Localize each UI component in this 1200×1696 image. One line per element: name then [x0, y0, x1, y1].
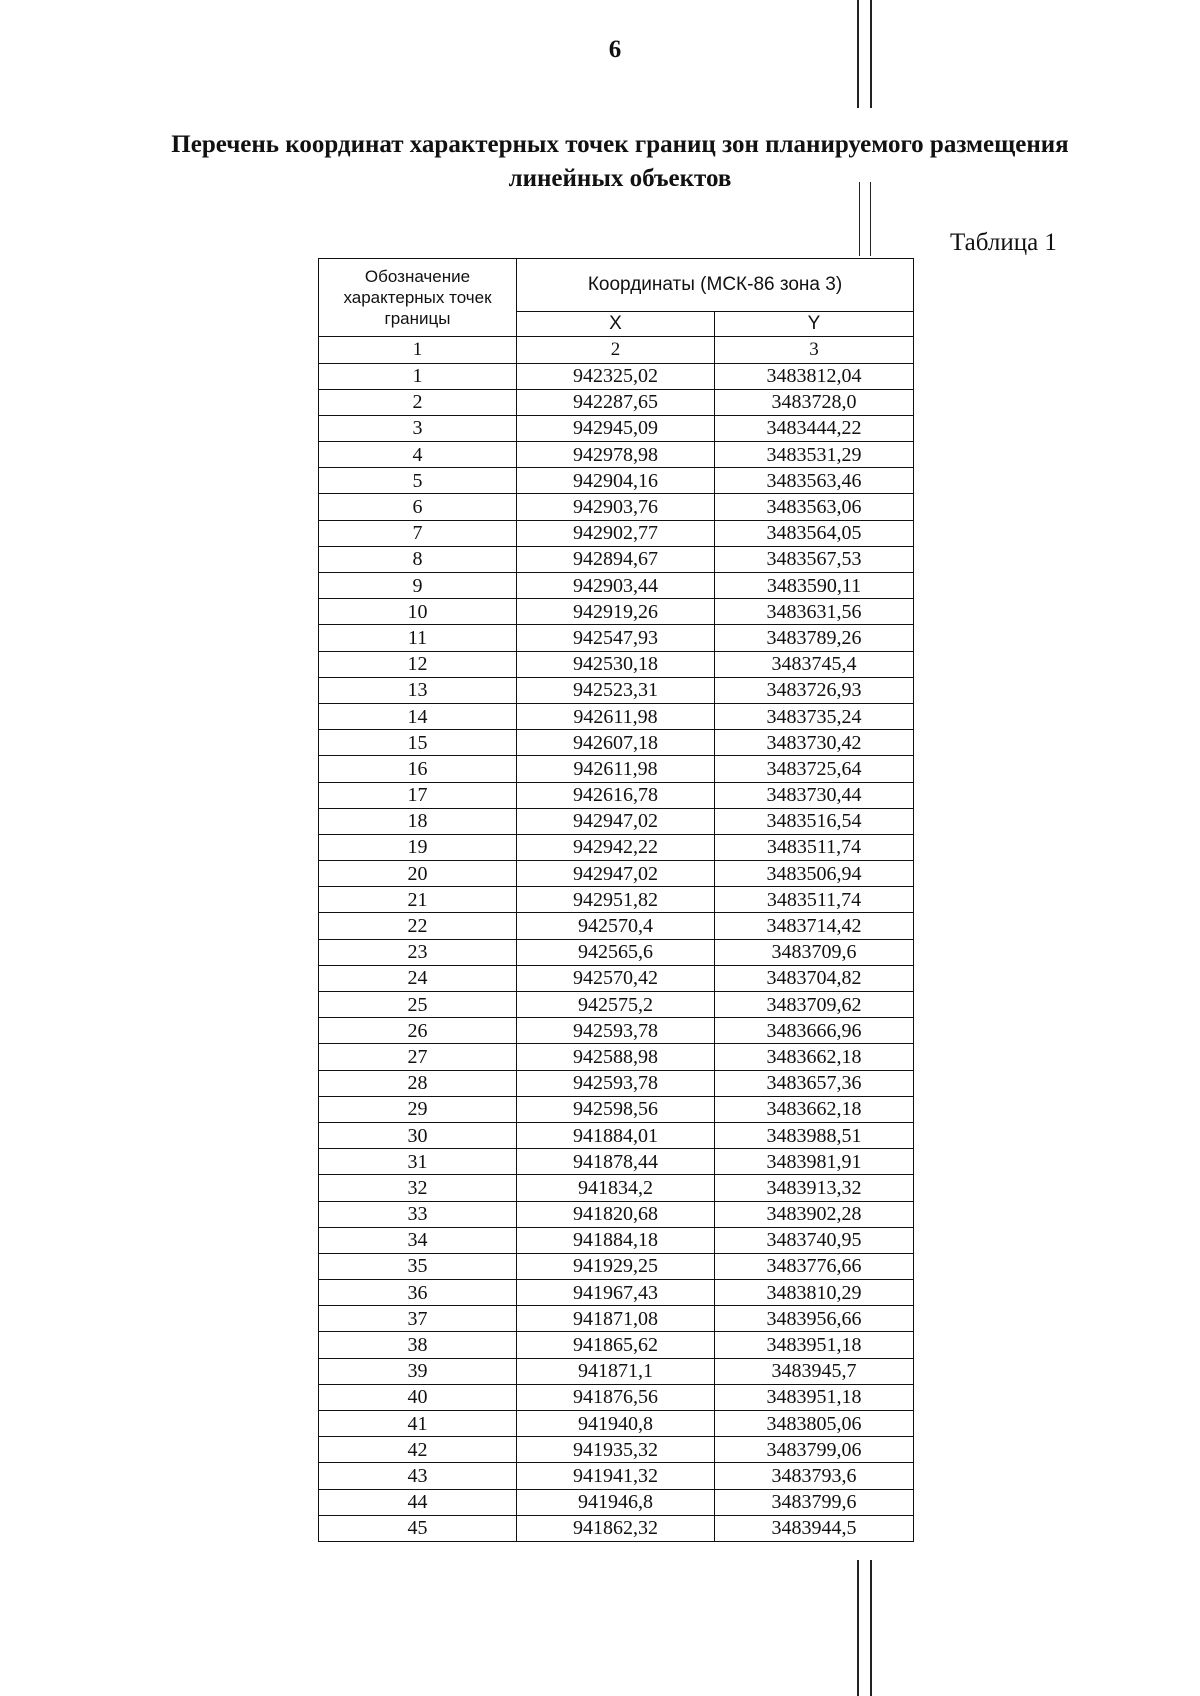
- table-row: [319, 1306, 914, 1332]
- point-number-cell: 9: [319, 573, 517, 599]
- table-row: [319, 1044, 914, 1070]
- point-number-cell: 13: [319, 677, 517, 703]
- column-number-2: 2: [517, 337, 715, 364]
- y-coordinate-cell: 3483531,29: [715, 442, 914, 468]
- table-row: [319, 1096, 914, 1122]
- point-number-cell: 7: [319, 520, 517, 546]
- table-row: [319, 677, 914, 703]
- y-coordinate-cell: 3483799,06: [715, 1437, 914, 1463]
- point-number-cell: 42: [319, 1437, 517, 1463]
- x-coordinate-cell: 941941,32: [517, 1463, 715, 1489]
- x-coordinate-cell: 942607,18: [517, 730, 715, 756]
- point-number-cell: 16: [319, 756, 517, 782]
- header-designation: Обозначение характерных точек границы: [319, 259, 517, 337]
- point-number-cell: 15: [319, 730, 517, 756]
- x-coordinate-cell: 942565,6: [517, 939, 715, 965]
- table-row: [319, 389, 914, 415]
- table-row: [319, 573, 914, 599]
- x-coordinate-cell: 942947,02: [517, 861, 715, 887]
- y-coordinate-cell: 3483662,18: [715, 1044, 914, 1070]
- y-coordinate-cell: 3483631,56: [715, 599, 914, 625]
- point-number-cell: 22: [319, 913, 517, 939]
- y-coordinate-cell: 3483902,28: [715, 1201, 914, 1227]
- x-coordinate-cell: 941820,68: [517, 1201, 715, 1227]
- x-coordinate-cell: 942978,98: [517, 442, 715, 468]
- x-coordinate-cell: 941946,8: [517, 1489, 715, 1515]
- y-coordinate-cell: 3483444,22: [715, 415, 914, 441]
- table-row: [319, 599, 914, 625]
- y-coordinate-cell: 3483567,53: [715, 546, 914, 572]
- point-number-cell: 14: [319, 703, 517, 729]
- table-row: [319, 1384, 914, 1410]
- y-coordinate-cell: 3483704,82: [715, 965, 914, 991]
- y-coordinate-cell: 3483590,11: [715, 573, 914, 599]
- x-coordinate-cell: 941967,43: [517, 1280, 715, 1306]
- y-coordinate-cell: 3483516,54: [715, 808, 914, 834]
- y-coordinate-cell: 3483666,96: [715, 1018, 914, 1044]
- table-row: [319, 1018, 914, 1044]
- column-number-1: 1: [319, 337, 517, 364]
- table-row: [319, 1227, 914, 1253]
- table-row: [319, 442, 914, 468]
- x-coordinate-cell: 942945,09: [517, 415, 715, 441]
- y-coordinate-cell: 3483506,94: [715, 861, 914, 887]
- point-number-cell: 21: [319, 887, 517, 913]
- y-coordinate-cell: 3483730,42: [715, 730, 914, 756]
- point-number-cell: 27: [319, 1044, 517, 1070]
- point-number-cell: 28: [319, 1070, 517, 1096]
- y-coordinate-cell: 3483662,18: [715, 1096, 914, 1122]
- y-coordinate-cell: 3483740,95: [715, 1227, 914, 1253]
- table-row: [319, 1411, 914, 1437]
- point-number-cell: 43: [319, 1463, 517, 1489]
- table-row: [319, 1463, 914, 1489]
- y-coordinate-cell: 3483735,24: [715, 703, 914, 729]
- x-coordinate-cell: 942570,42: [517, 965, 715, 991]
- x-coordinate-cell: 941884,01: [517, 1122, 715, 1148]
- y-coordinate-cell: 3483799,6: [715, 1489, 914, 1515]
- point-number-cell: 12: [319, 651, 517, 677]
- y-coordinate-cell: 3483709,62: [715, 992, 914, 1018]
- point-number-cell: 31: [319, 1149, 517, 1175]
- x-coordinate-cell: 941929,25: [517, 1253, 715, 1279]
- x-coordinate-cell: 942325,02: [517, 363, 715, 389]
- point-number-cell: 39: [319, 1358, 517, 1384]
- x-coordinate-cell: 942902,77: [517, 520, 715, 546]
- x-coordinate-cell: 942611,98: [517, 756, 715, 782]
- x-coordinate-cell: 942903,76: [517, 494, 715, 520]
- table-row: [319, 703, 914, 729]
- table-row: [319, 1332, 914, 1358]
- table-row: [319, 965, 914, 991]
- coordinates-table-wrapper: [318, 258, 913, 1542]
- y-coordinate-cell: 3483714,42: [715, 913, 914, 939]
- table-row: [319, 1122, 914, 1148]
- y-coordinate-cell: 3483709,6: [715, 939, 914, 965]
- y-coordinate-cell: 3483728,0: [715, 389, 914, 415]
- x-coordinate-cell: 942947,02: [517, 808, 715, 834]
- x-coordinate-cell: 942903,44: [517, 573, 715, 599]
- x-coordinate-cell: 941940,8: [517, 1411, 715, 1437]
- table-row: [319, 1358, 914, 1384]
- table-row: [319, 546, 914, 572]
- table-row: [319, 887, 914, 913]
- table-row: [319, 730, 914, 756]
- table-body: [319, 363, 914, 1541]
- point-number-cell: 8: [319, 546, 517, 572]
- coordinates-table: [318, 258, 914, 1542]
- point-number-cell: 19: [319, 834, 517, 860]
- table-row: [319, 1201, 914, 1227]
- y-coordinate-cell: 3483511,74: [715, 887, 914, 913]
- point-number-cell: 29: [319, 1096, 517, 1122]
- table-row: [319, 468, 914, 494]
- point-number-cell: 2: [319, 389, 517, 415]
- header-y: Y: [715, 312, 914, 337]
- point-number-cell: 37: [319, 1306, 517, 1332]
- x-coordinate-cell: 941878,44: [517, 1149, 715, 1175]
- x-coordinate-cell: 941871,08: [517, 1306, 715, 1332]
- point-number-cell: 38: [319, 1332, 517, 1358]
- point-number-cell: 30: [319, 1122, 517, 1148]
- y-coordinate-cell: 3483563,06: [715, 494, 914, 520]
- point-number-cell: 25: [319, 992, 517, 1018]
- table-row: [319, 756, 914, 782]
- point-number-cell: 45: [319, 1515, 517, 1541]
- point-number-cell: 10: [319, 599, 517, 625]
- table-row: [319, 834, 914, 860]
- y-coordinate-cell: 3483726,93: [715, 677, 914, 703]
- point-number-cell: 26: [319, 1018, 517, 1044]
- table-row: [319, 1149, 914, 1175]
- header-x: X: [517, 312, 715, 337]
- table-row: [319, 939, 914, 965]
- x-coordinate-cell: 942611,98: [517, 703, 715, 729]
- table-label: Таблица 1: [950, 229, 1057, 256]
- table-row: [319, 1253, 914, 1279]
- table-row: [319, 415, 914, 441]
- point-number-cell: 11: [319, 625, 517, 651]
- x-coordinate-cell: 942547,93: [517, 625, 715, 651]
- y-coordinate-cell: 3483789,26: [715, 625, 914, 651]
- table-row: [319, 1280, 914, 1306]
- column-number-3: 3: [715, 337, 914, 364]
- point-number-cell: 20: [319, 861, 517, 887]
- x-coordinate-cell: 942530,18: [517, 651, 715, 677]
- table-row: [319, 651, 914, 677]
- table-row: [319, 494, 914, 520]
- x-coordinate-cell: 942570,4: [517, 913, 715, 939]
- x-coordinate-cell: 942951,82: [517, 887, 715, 913]
- point-number-cell: 23: [319, 939, 517, 965]
- point-number-cell: 18: [319, 808, 517, 834]
- x-coordinate-cell: 941865,62: [517, 1332, 715, 1358]
- page-number: 6: [608, 36, 622, 63]
- point-number-cell: 5: [319, 468, 517, 494]
- point-number-cell: 35: [319, 1253, 517, 1279]
- point-number-cell: 44: [319, 1489, 517, 1515]
- x-coordinate-cell: 942919,26: [517, 599, 715, 625]
- table-row: [319, 1515, 914, 1541]
- point-number-cell: 32: [319, 1175, 517, 1201]
- table-row: [319, 1437, 914, 1463]
- point-number-cell: 36: [319, 1280, 517, 1306]
- point-number-cell: 1: [319, 363, 517, 389]
- y-coordinate-cell: 3483945,7: [715, 1358, 914, 1384]
- y-coordinate-cell: 3483730,44: [715, 782, 914, 808]
- header-coordinates: Координаты (МСК-86 зона 3): [517, 259, 914, 312]
- point-number-cell: 6: [319, 494, 517, 520]
- point-number-cell: 3: [319, 415, 517, 441]
- y-coordinate-cell: 3483657,36: [715, 1070, 914, 1096]
- x-coordinate-cell: 942593,78: [517, 1070, 715, 1096]
- y-coordinate-cell: 3483805,06: [715, 1411, 914, 1437]
- y-coordinate-cell: 3483793,6: [715, 1463, 914, 1489]
- table-row: [319, 913, 914, 939]
- table-row: [319, 625, 914, 651]
- y-coordinate-cell: 3483810,29: [715, 1280, 914, 1306]
- y-coordinate-cell: 3483812,04: [715, 363, 914, 389]
- table-row: [319, 1070, 914, 1096]
- table-row: [319, 1489, 914, 1515]
- x-coordinate-cell: 942575,2: [517, 992, 715, 1018]
- x-coordinate-cell: 942598,56: [517, 1096, 715, 1122]
- x-coordinate-cell: 942616,78: [517, 782, 715, 808]
- x-coordinate-cell: 941935,32: [517, 1437, 715, 1463]
- table-row: [319, 861, 914, 887]
- x-coordinate-cell: 941876,56: [517, 1384, 715, 1410]
- x-coordinate-cell: 942904,16: [517, 468, 715, 494]
- x-coordinate-cell: 941862,32: [517, 1515, 715, 1541]
- point-number-cell: 34: [319, 1227, 517, 1253]
- y-coordinate-cell: 3483913,32: [715, 1175, 914, 1201]
- table-row: [319, 992, 914, 1018]
- y-coordinate-cell: 3483563,46: [715, 468, 914, 494]
- table-row: [319, 1175, 914, 1201]
- x-coordinate-cell: 942942,22: [517, 834, 715, 860]
- x-coordinate-cell: 941871,1: [517, 1358, 715, 1384]
- y-coordinate-cell: 3483511,74: [715, 834, 914, 860]
- y-coordinate-cell: 3483951,18: [715, 1384, 914, 1410]
- table-row: [319, 520, 914, 546]
- x-coordinate-cell: 941834,2: [517, 1175, 715, 1201]
- x-coordinate-cell: 942593,78: [517, 1018, 715, 1044]
- table-row: [319, 808, 914, 834]
- point-number-cell: 41: [319, 1411, 517, 1437]
- x-coordinate-cell: 942894,67: [517, 546, 715, 572]
- point-number-cell: 40: [319, 1384, 517, 1410]
- y-coordinate-cell: 3483956,66: [715, 1306, 914, 1332]
- y-coordinate-cell: 3483745,4: [715, 651, 914, 677]
- x-coordinate-cell: 942523,31: [517, 677, 715, 703]
- y-coordinate-cell: 3483981,91: [715, 1149, 914, 1175]
- binding-line: [857, 1560, 859, 1696]
- x-coordinate-cell: 942287,65: [517, 389, 715, 415]
- table-row: [319, 782, 914, 808]
- document-title: Перечень координат характерных точек границ зон планируемого размещения линейных объектов: [171, 131, 1069, 192]
- x-coordinate-cell: 942588,98: [517, 1044, 715, 1070]
- y-coordinate-cell: 3483944,5: [715, 1515, 914, 1541]
- point-number-cell: 4: [319, 442, 517, 468]
- y-coordinate-cell: 3483564,05: [715, 520, 914, 546]
- point-number-cell: 17: [319, 782, 517, 808]
- y-coordinate-cell: 3483988,51: [715, 1122, 914, 1148]
- y-coordinate-cell: 3483776,66: [715, 1253, 914, 1279]
- binding-line: [870, 1560, 872, 1696]
- x-coordinate-cell: 941884,18: [517, 1227, 715, 1253]
- point-number-cell: 24: [319, 965, 517, 991]
- y-coordinate-cell: 3483951,18: [715, 1332, 914, 1358]
- y-coordinate-cell: 3483725,64: [715, 756, 914, 782]
- point-number-cell: 33: [319, 1201, 517, 1227]
- table-row: [319, 363, 914, 389]
